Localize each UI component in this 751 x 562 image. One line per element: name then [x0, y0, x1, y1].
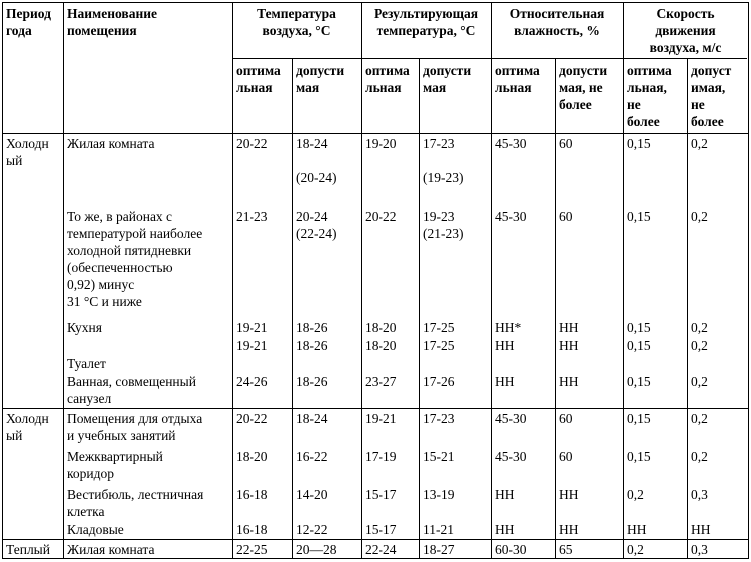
room-name-cell: Межквартирный [67, 449, 163, 464]
period-cell: Теплый [6, 542, 50, 557]
value-cell: 16-18 [236, 487, 268, 502]
value-cell: 18-26 [296, 320, 328, 335]
header-humidity: влажность, % [514, 23, 600, 38]
room-name-cell: 31 °С и ниже [67, 294, 142, 309]
value-cell: 20-22 [365, 209, 397, 224]
value-cell: 45-30 [495, 449, 527, 464]
room-name-cell: 0,92) минус [67, 277, 135, 292]
value-cell: 45-30 [495, 209, 527, 224]
value-cell: 17-25 [423, 338, 455, 353]
value-cell: 0,2 [691, 320, 708, 335]
value-cell: 0,2 [691, 374, 708, 389]
value-cell: 16-18 [236, 522, 268, 537]
value-cell: 15-21 [423, 449, 455, 464]
header-air-speed: воздуха, м/с [649, 40, 722, 55]
value-cell: 0,15 [627, 320, 651, 335]
value-cell: 17-19 [365, 449, 397, 464]
value-cell: 19-23 [423, 209, 455, 224]
value-cell: НН [559, 487, 579, 502]
subheader-admissible: мая [423, 80, 447, 95]
value-cell: 20—28 [296, 542, 337, 557]
value-cell: НН [495, 522, 515, 537]
value-cell: 20-22 [236, 136, 268, 151]
header-air-temp: воздуха, °С [262, 23, 331, 38]
value-cell: 15-17 [365, 487, 397, 502]
value-cell: 0,2 [627, 487, 644, 502]
section-divider [2, 539, 749, 540]
header-result-temp: Результирующая [373, 6, 479, 21]
value-cell: 18-24 [296, 136, 328, 151]
column-line [687, 58, 688, 559]
value-cell: 23-27 [365, 374, 397, 389]
value-cell: (22-24) [296, 226, 337, 241]
value-cell: 0,15 [627, 374, 651, 389]
room-name-cell: Жилая комната [67, 136, 155, 151]
subheader-admissible-max: более [559, 97, 592, 112]
room-name-cell: (обеспеченностью [67, 260, 173, 275]
value-cell: 0,3 [691, 487, 708, 502]
subheader-optimal: оптима [365, 63, 410, 78]
header-period: Период [6, 6, 51, 21]
column-line [748, 2, 749, 559]
room-name-cell: клетка [67, 504, 105, 519]
subheader-admissible: допусти [423, 63, 472, 78]
column-line [419, 58, 420, 559]
table-border-top [2, 2, 749, 3]
value-cell: 19-21 [365, 411, 397, 426]
value-cell: НН [559, 320, 579, 335]
room-name-cell: Вестибюль, лестничная [67, 487, 204, 502]
value-cell: 18-20 [365, 320, 397, 335]
header-air-speed: Скорость [656, 6, 715, 21]
value-cell: 20-22 [236, 411, 268, 426]
value-cell: 60 [559, 449, 573, 464]
value-cell: 60-30 [495, 542, 527, 557]
value-cell: НН [559, 338, 579, 353]
subheader-optimal-max: более [627, 114, 660, 129]
value-cell: 22-25 [236, 542, 268, 557]
room-name-cell: санузел [67, 391, 112, 406]
header-bottom-border [2, 133, 749, 134]
room-name-cell: температурой наиболее [67, 226, 203, 241]
value-cell: 0,2 [691, 449, 708, 464]
subheader-admissible-max: более [691, 114, 724, 129]
subheader-admissible: мая [296, 80, 320, 95]
value-cell: 19-20 [365, 136, 397, 151]
column-line [623, 2, 624, 559]
value-cell: 0,2 [691, 411, 708, 426]
value-cell: 17-25 [423, 320, 455, 335]
value-cell: 22-24 [365, 542, 397, 557]
header-divider [232, 58, 747, 59]
room-name-cell: Туалет [67, 356, 106, 371]
room-name-cell: Ванная, совмещенный [67, 374, 196, 389]
header-room-name: помещения [67, 23, 137, 38]
value-cell: НН [559, 374, 579, 389]
header-humidity: Относительная [509, 6, 605, 21]
value-cell: 21-23 [236, 209, 268, 224]
period-cell: ый [6, 153, 23, 168]
header-period: года [6, 23, 32, 38]
column-line [2, 2, 3, 559]
header-air-speed: движения [655, 23, 716, 38]
subheader-admissible-max: допусти [559, 63, 608, 78]
header-air-temp: Температура [257, 6, 336, 21]
period-cell: Холодн [6, 136, 49, 151]
section-divider [2, 408, 749, 409]
subheader-optimal: льная [236, 80, 273, 95]
value-cell: 0,3 [691, 542, 708, 557]
value-cell: 19-21 [236, 320, 268, 335]
value-cell: НН [627, 522, 647, 537]
subheader-admissible-max: не [691, 97, 705, 112]
value-cell: 18-20 [365, 338, 397, 353]
value-cell: 18-26 [296, 374, 328, 389]
subheader-optimal-max: не [627, 97, 641, 112]
value-cell: 14-20 [296, 487, 328, 502]
period-cell: ый [6, 428, 23, 443]
value-cell: 0,2 [691, 338, 708, 353]
value-cell: 0,15 [627, 449, 651, 464]
column-line [491, 2, 492, 559]
column-line [292, 58, 293, 559]
value-cell: 60 [559, 209, 573, 224]
value-cell: 18-27 [423, 542, 455, 557]
value-cell: (19-23) [423, 170, 464, 185]
value-cell: 17-23 [423, 411, 455, 426]
value-cell: 0,15 [627, 338, 651, 353]
room-name-cell: Кухня [67, 320, 102, 335]
column-line [232, 2, 233, 559]
subheader-optimal-max: оптима [627, 63, 672, 78]
value-cell: 65 [559, 542, 573, 557]
header-result-temp: температура, °С [376, 23, 476, 38]
value-cell: 0,2 [691, 136, 708, 151]
value-cell: 18-26 [296, 338, 328, 353]
room-name-cell: То же, в районах с [67, 209, 173, 224]
value-cell: НН [691, 522, 711, 537]
value-cell: 45-30 [495, 136, 527, 151]
value-cell: 24-26 [236, 374, 268, 389]
room-name-cell: Кладовые [67, 522, 124, 537]
room-name-cell: Жилая комната [67, 542, 155, 557]
value-cell: 0,15 [627, 411, 651, 426]
value-cell: 15-17 [365, 522, 397, 537]
value-cell: 12-22 [296, 522, 328, 537]
value-cell: 19-21 [236, 338, 268, 353]
value-cell: НН [495, 374, 515, 389]
value-cell: 17-26 [423, 374, 455, 389]
header-room-name: Наименование [67, 6, 157, 21]
subheader-optimal: оптима [236, 63, 281, 78]
room-name-cell: и учебных занятий [67, 428, 176, 443]
subheader-optimal: льная [365, 80, 402, 95]
subheader-optimal: льная [495, 80, 532, 95]
value-cell: 0,2 [691, 209, 708, 224]
value-cell: (21-23) [423, 226, 464, 241]
subheader-admissible: допусти [296, 63, 345, 78]
value-cell: НН [495, 487, 515, 502]
value-cell: 0,2 [627, 542, 644, 557]
value-cell: 18-24 [296, 411, 328, 426]
column-line [63, 2, 64, 559]
value-cell: 11-21 [423, 522, 454, 537]
room-name-cell: Помещения для отдыха [67, 411, 203, 426]
value-cell: НН [559, 522, 579, 537]
period-cell: Холодн [6, 411, 49, 426]
subheader-optimal-max: льная, [627, 80, 667, 95]
value-cell: 16-22 [296, 449, 328, 464]
value-cell: 18-20 [236, 449, 268, 464]
value-cell: 60 [559, 136, 573, 151]
table-border-bottom [2, 558, 749, 559]
value-cell: НН [495, 338, 515, 353]
subheader-admissible-max: допуст [691, 63, 732, 78]
room-name-cell: коридор [67, 466, 114, 481]
subheader-optimal: оптима [495, 63, 540, 78]
subheader-admissible-max: мая, не [559, 80, 603, 95]
room-name-cell: холодной пятидневки [67, 243, 192, 258]
column-line [361, 2, 362, 559]
value-cell: (20-24) [296, 170, 337, 185]
value-cell: 0,15 [627, 209, 651, 224]
subheader-admissible-max: имая, [691, 80, 726, 95]
value-cell: 17-23 [423, 136, 455, 151]
value-cell: НН* [495, 320, 522, 335]
value-cell: 0,15 [627, 136, 651, 151]
value-cell: 20-24 [296, 209, 328, 224]
value-cell: 13-19 [423, 487, 455, 502]
value-cell: 45-30 [495, 411, 527, 426]
column-line [555, 58, 556, 559]
value-cell: 60 [559, 411, 573, 426]
